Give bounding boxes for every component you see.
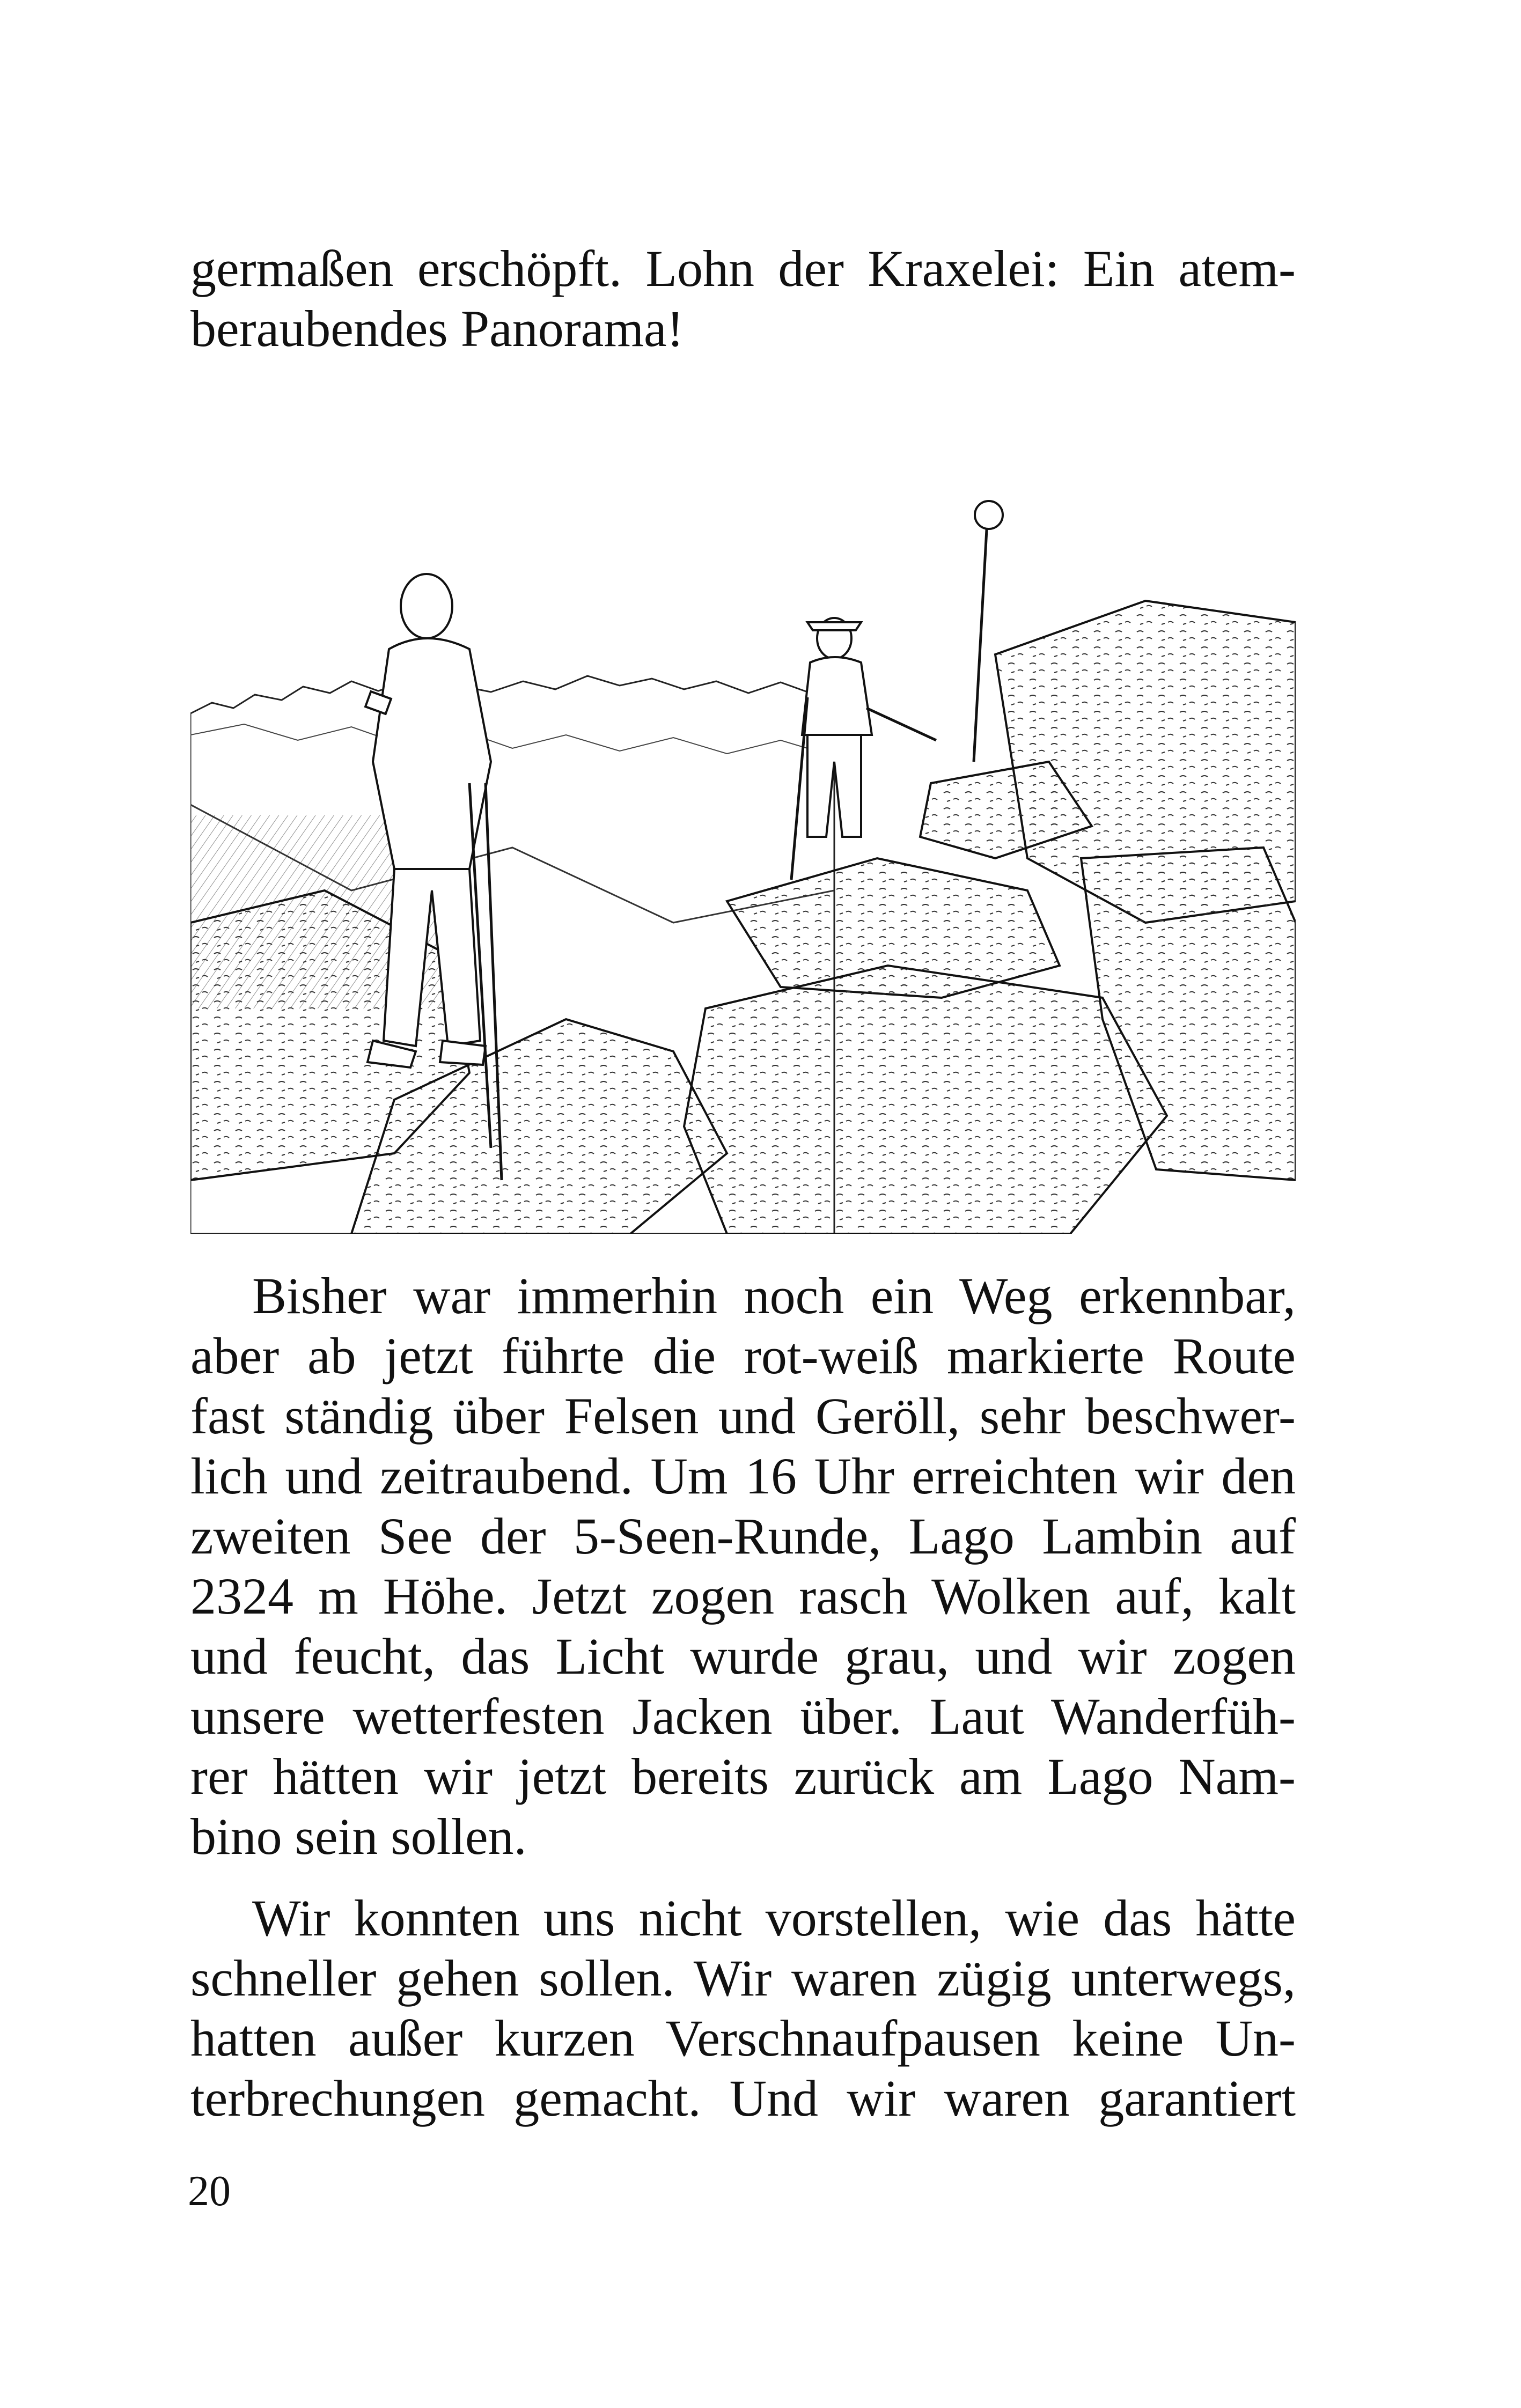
text-line: rer hätten wir jetzt bereits zurück am Lago Nam- xyxy=(190,1748,1296,1805)
text-line: 2324 m Höhe. Jetzt zogen rasch Wolken auf, kalt xyxy=(190,1567,1296,1625)
text-line: hatten außer kurzen Verschnaufpausen keine Un- xyxy=(190,2009,1296,2067)
text-line: lich und zeitraubend. Um 16 Uhr erreichten wir den xyxy=(190,1447,1296,1505)
page-number: 20 xyxy=(188,2168,231,2215)
text-line: Wir konnten uns nicht vorstellen, wie das hätte xyxy=(252,1889,1296,1947)
text-line: aber ab jetzt führte die rot-weiß markierte Route xyxy=(190,1327,1296,1385)
hikers-illustration xyxy=(190,483,1296,1234)
text-line: beraubendes Panorama! xyxy=(190,300,684,357)
text-line: germaßen erschöpft. Lohn der Kraxelei: Ein atem- xyxy=(190,240,1296,297)
text-line: und feucht, das Licht wurde grau, und wir zogen xyxy=(190,1628,1296,1685)
text-line: Bisher war immerhin noch ein Weg erkennbar, xyxy=(252,1267,1296,1324)
text-line: fast ständig über Felsen und Geröll, sehr beschwer- xyxy=(190,1387,1296,1445)
text-line: bino sein sollen. xyxy=(190,1808,527,1865)
text-line: unsere wetterfesten Jacken über. Laut Wanderfüh- xyxy=(190,1688,1296,1745)
text-line: schneller gehen sollen. Wir waren zügig unterwegs, xyxy=(190,1949,1296,2007)
text-line: terbrechungen gemacht. Und wir waren garantiert xyxy=(190,2070,1296,2127)
text-line: zweiten See der 5-Seen-Runde, Lago Lambin auf xyxy=(190,1507,1296,1565)
